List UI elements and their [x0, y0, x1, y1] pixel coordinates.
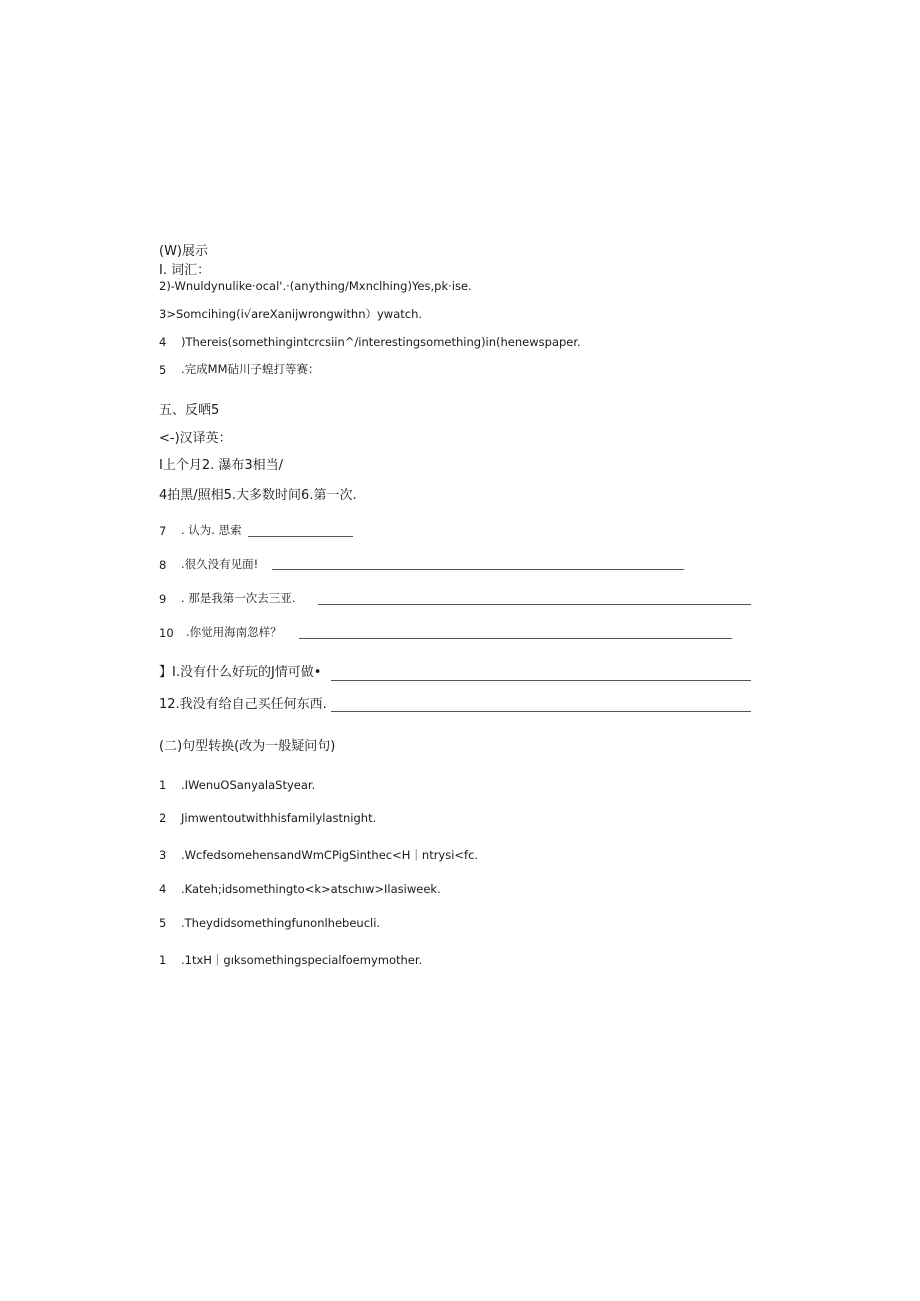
- item-12-text: 12.我没有给自己买任何东西.: [159, 697, 327, 712]
- transform-item-1-number: 1: [159, 778, 167, 792]
- transform-item-3-text: .WcfedsomehensandWmCPigSinthec<H｜ntrysi<fc.: [181, 848, 479, 862]
- item-9-number: 9: [159, 592, 167, 606]
- transform-item-1-text: .IWenuOSanyalaStyear.: [181, 778, 316, 792]
- transform-item-5-text: .Theydidsomethingfunonlhebeucli.: [181, 916, 381, 930]
- transform-item-2-number: 2: [159, 811, 167, 825]
- transform-item-2-text: Jimwentoutwithhisfamilylastnight.: [181, 811, 377, 825]
- item-12-answer-line[interactable]: [331, 711, 751, 712]
- item-9-answer-line[interactable]: [318, 604, 751, 605]
- translate-row-1: I上个月2. 瀑布3相当/: [159, 458, 284, 473]
- item-9-text: . 那是我第一次去三亚.: [181, 591, 296, 605]
- item-10-text: .你觉用海南忽样？: [186, 625, 282, 639]
- vocab-label: I. 词汇：: [159, 263, 211, 278]
- item-8-number: 8: [159, 558, 167, 572]
- item-2: 2)-Wnuldynulike·ocal'.·(anything/Mxnclhing)Yes,pk·ise.: [159, 279, 472, 293]
- translate-row-2: 4拍黑/照相5.大多数时间6.第一次.: [159, 488, 357, 503]
- item-11-text: 】I.没有什么好玩的J情可做•: [159, 665, 322, 680]
- section-5-heading: 五、反哂5: [159, 403, 220, 418]
- item-5-text: .完成MM砧川子蝗打等赛：: [181, 362, 320, 376]
- transform-item-6-text: .1txH｜gıksomethingspecialfoemymother.: [181, 953, 423, 967]
- section-5-subheading: <-)汉译英：: [159, 431, 232, 446]
- item-8-text: .很久没有见面!: [181, 557, 259, 571]
- transform-item-6-number: 1: [159, 953, 167, 967]
- item-7-answer-line[interactable]: [248, 536, 353, 537]
- item-7-number: 7: [159, 524, 167, 538]
- section-2-heading: (二)句型转换(改为一般疑问句): [159, 739, 336, 754]
- item-10-number: 10: [159, 626, 174, 640]
- transform-item-3-number: 3: [159, 848, 167, 862]
- transform-item-4-text: .Kateh;idsomethingto<k>atschıw>Ilasiweek.: [181, 882, 441, 896]
- item-8-answer-line[interactable]: [272, 569, 684, 570]
- transform-item-5-number: 5: [159, 916, 167, 930]
- item-10-answer-line[interactable]: [299, 638, 732, 639]
- item-11-answer-line[interactable]: [331, 680, 751, 681]
- item-3: 3>Somcihing(i√areXanijwrongwithn）ywatch.: [159, 307, 423, 321]
- item-5-number: 5: [159, 363, 167, 377]
- item-4-text: )Thereis(somethingintcrcsiin^/interestingsomething)in(henewspaper.: [181, 335, 581, 349]
- section-w-heading: (W)展示: [159, 244, 208, 259]
- transform-item-4-number: 4: [159, 882, 167, 896]
- item-7-text: . 认为. 思索: [181, 523, 242, 537]
- item-4-number: 4: [159, 335, 167, 349]
